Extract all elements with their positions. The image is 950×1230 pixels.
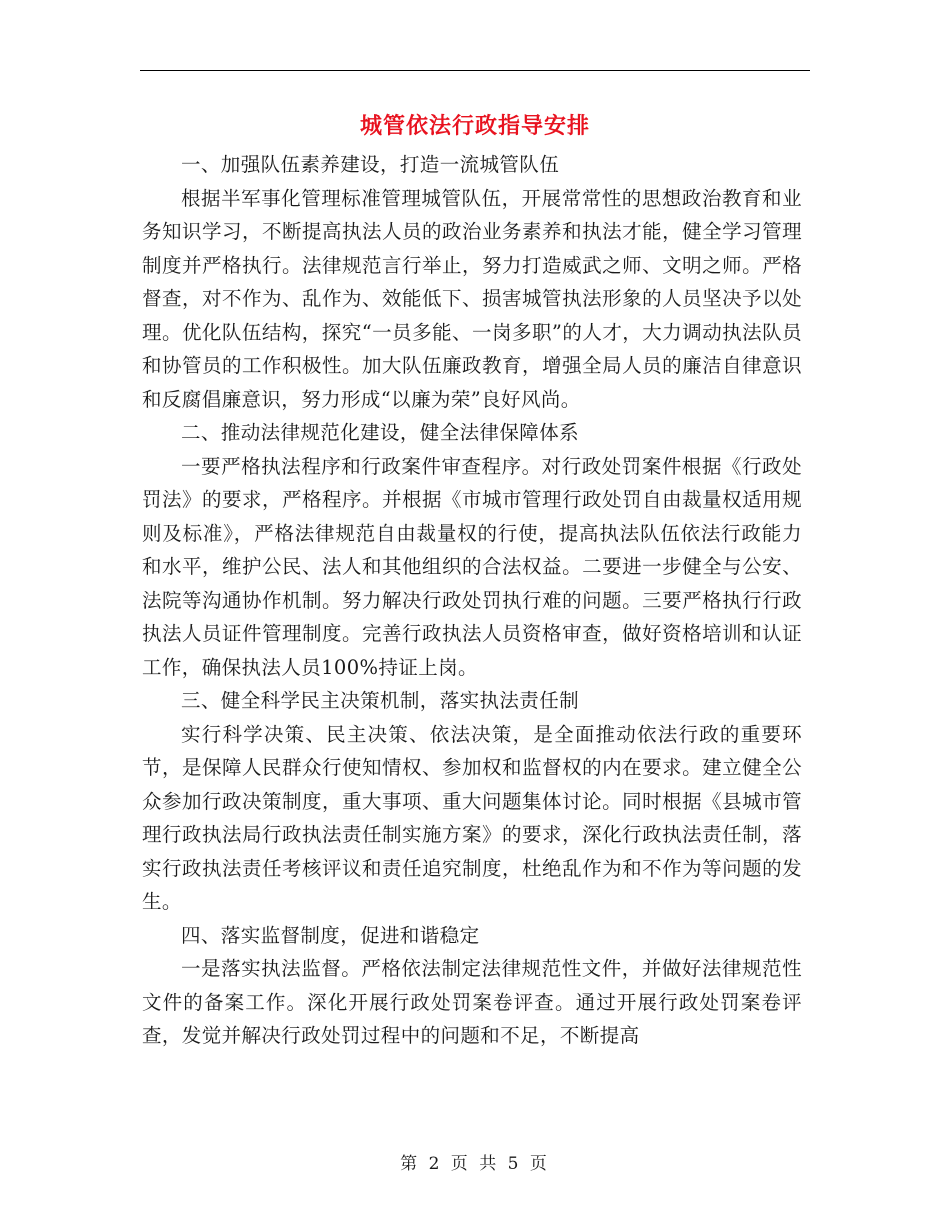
section-heading-2: 二、推动法律规范化建设，健全法律保障体系 <box>181 421 580 444</box>
page-title: 城管依法行政指导安排 <box>359 113 590 139</box>
paragraph-4: 一是落实执法监督。严格依法制定法律规范性文件，并做好法律规范性文件的备案工作。深化开展行政处罚案卷评查。通过开展行政处罚案卷评查，发觉并解决行政处罚过程中的问题和不足，不断提高 <box>142 957 802 1047</box>
document-body <box>142 148 802 1053</box>
header-rule <box>140 70 810 71</box>
section-heading-1: 一、加强队伍素养建设，打造一流城管队伍 <box>181 153 560 176</box>
section-heading-4: 四、落实监督制度，促进和谐稳定 <box>181 923 480 947</box>
page-number-footer: 第 2 页 共 5 页 <box>400 1154 550 1174</box>
paragraph-2: 一要严格执法程序和行政案件审查程序。对行政处罚案件根据《行政处罚法》的要求，严格程序。并根据《市城市管理行政处罚自由裁量权适用规则及标准》，严格法律规范自由裁量权的行使，提高执法队伍依法行政能力和水平，维护公民、法人和其他组织的合法权益。二要进一步健全与公安、法院等沟通协作机制。努力解决行政处罚执行难的问题。三要严格执行行政执法人员证件管理制度。完善行政执法人员资格审查，做好资格培训和认证工作，确保执法人员100%持证上岗。 <box>142 454 802 679</box>
paragraph-1: 根据半军事化管理标准管理城管队伍，开展常常性的思想政治教育和业务知识学习，不断提高执法人员的政治业务素养和执法才能，健全学习管理制度并严格执行。法律规范言行举止，努力打造威武之师、文明之师。严格督查，对不作为、乱作为、效能低下、损害城管执法形象的人员坚决予以处理。优化队伍结构，探究“一员多能、一岗多职”的人才，大力调动执法队员和协管员的工作积极性。加大队伍廉政教育，增强全局人员的廉洁自律意识和反腐倡廉意识，努力形成“以廉为荣”良好风尚。 <box>142 186 802 411</box>
section-heading-3: 三、健全科学民主决策机制，落实执法责任制 <box>181 689 580 712</box>
paragraph-3: 实行科学决策、民主决策、依法决策，是全面推动依法行政的重要环节，是保障人民群众行使知情权、参加权和监督权的内在要求。建立健全公众参加行政决策制度，重大事项、重大问题集体讨论。同时根据《县城市管理行政执法局行政执法责任制实施方案》的要求，深化行政执法责任制，落实行政执法责任考核评议和责任追究制度，杜绝乱作为和不作为等问题的发生。 <box>142 722 802 913</box>
